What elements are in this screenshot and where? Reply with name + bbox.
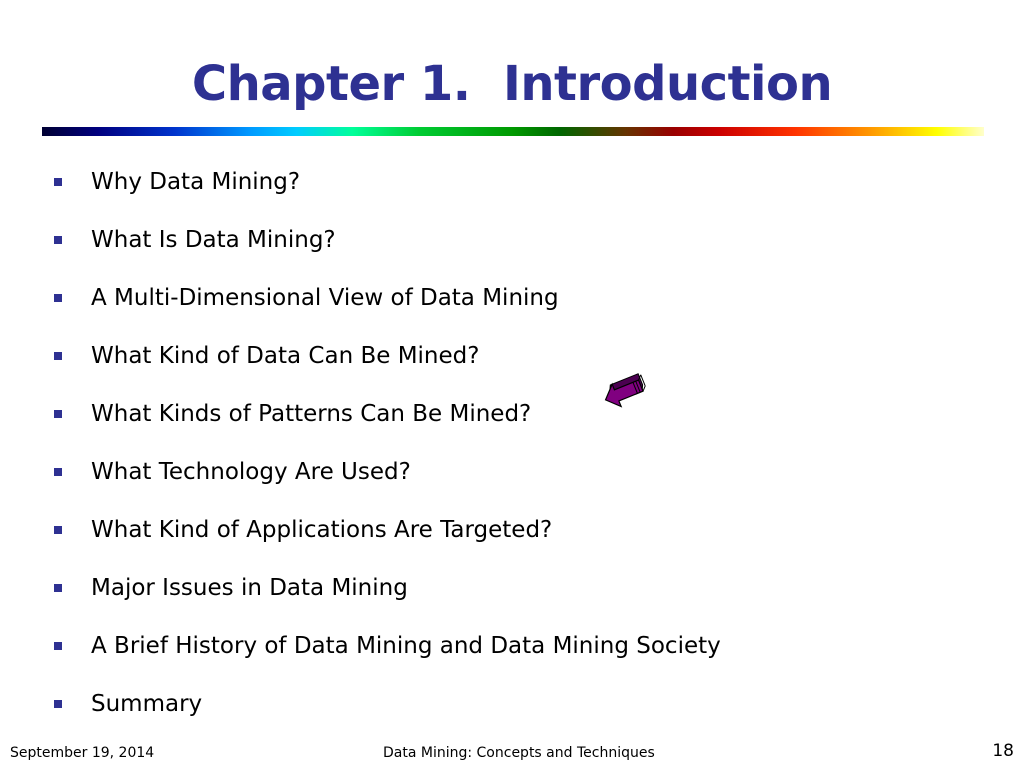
bullet-text: What Kinds of Patterns Can Be Mined? bbox=[91, 401, 532, 427]
page-number: 18 bbox=[992, 741, 1014, 761]
bullet-item-what-is-data-mining bbox=[0, 220, 1024, 260]
bullet-item-why-data-mining bbox=[0, 162, 1024, 202]
bullet-text: Why Data Mining? bbox=[91, 169, 301, 195]
bullet-text: Summary bbox=[91, 691, 203, 717]
square-bullet-icon bbox=[54, 526, 62, 534]
bullet-item-technology-used bbox=[0, 452, 1024, 492]
gradient-divider bbox=[42, 127, 984, 136]
square-bullet-icon bbox=[54, 236, 62, 244]
square-bullet-icon bbox=[54, 642, 62, 650]
arrow-left-icon bbox=[600, 370, 650, 414]
bullet-text: What Kind of Applications Are Targeted? bbox=[91, 517, 553, 543]
bullet-text: What Technology Are Used? bbox=[91, 459, 411, 485]
bullet-item-major-issues bbox=[0, 568, 1024, 608]
bullet-text: What Is Data Mining? bbox=[91, 227, 336, 253]
bullet-item-brief-history bbox=[0, 626, 1024, 666]
footer-date: September 19, 2014 bbox=[10, 745, 155, 761]
square-bullet-icon bbox=[54, 410, 62, 418]
square-bullet-icon bbox=[54, 700, 62, 708]
bullet-item-kinds-of-patterns bbox=[0, 394, 1024, 434]
slide-title: Chapter 1. Introduction bbox=[191, 56, 833, 112]
bullet-text: A Brief History of Data Mining and Data Mining Society bbox=[91, 633, 721, 659]
square-bullet-icon bbox=[54, 468, 62, 476]
bullet-text: Major Issues in Data Mining bbox=[91, 575, 408, 601]
footer-title: Data Mining: Concepts and Techniques bbox=[383, 745, 655, 761]
square-bullet-icon bbox=[54, 294, 62, 302]
square-bullet-icon bbox=[54, 584, 62, 592]
bullet-text: A Multi-Dimensional View of Data Mining bbox=[91, 285, 559, 311]
bullet-item-summary bbox=[0, 684, 1024, 724]
bullet-item-applications-targeted bbox=[0, 510, 1024, 550]
bullet-item-multi-dimensional-view bbox=[0, 278, 1024, 318]
bullet-item-kind-of-data bbox=[0, 336, 1024, 376]
square-bullet-icon bbox=[54, 178, 62, 186]
bullet-text: What Kind of Data Can Be Mined? bbox=[91, 343, 480, 369]
square-bullet-icon bbox=[54, 352, 62, 360]
